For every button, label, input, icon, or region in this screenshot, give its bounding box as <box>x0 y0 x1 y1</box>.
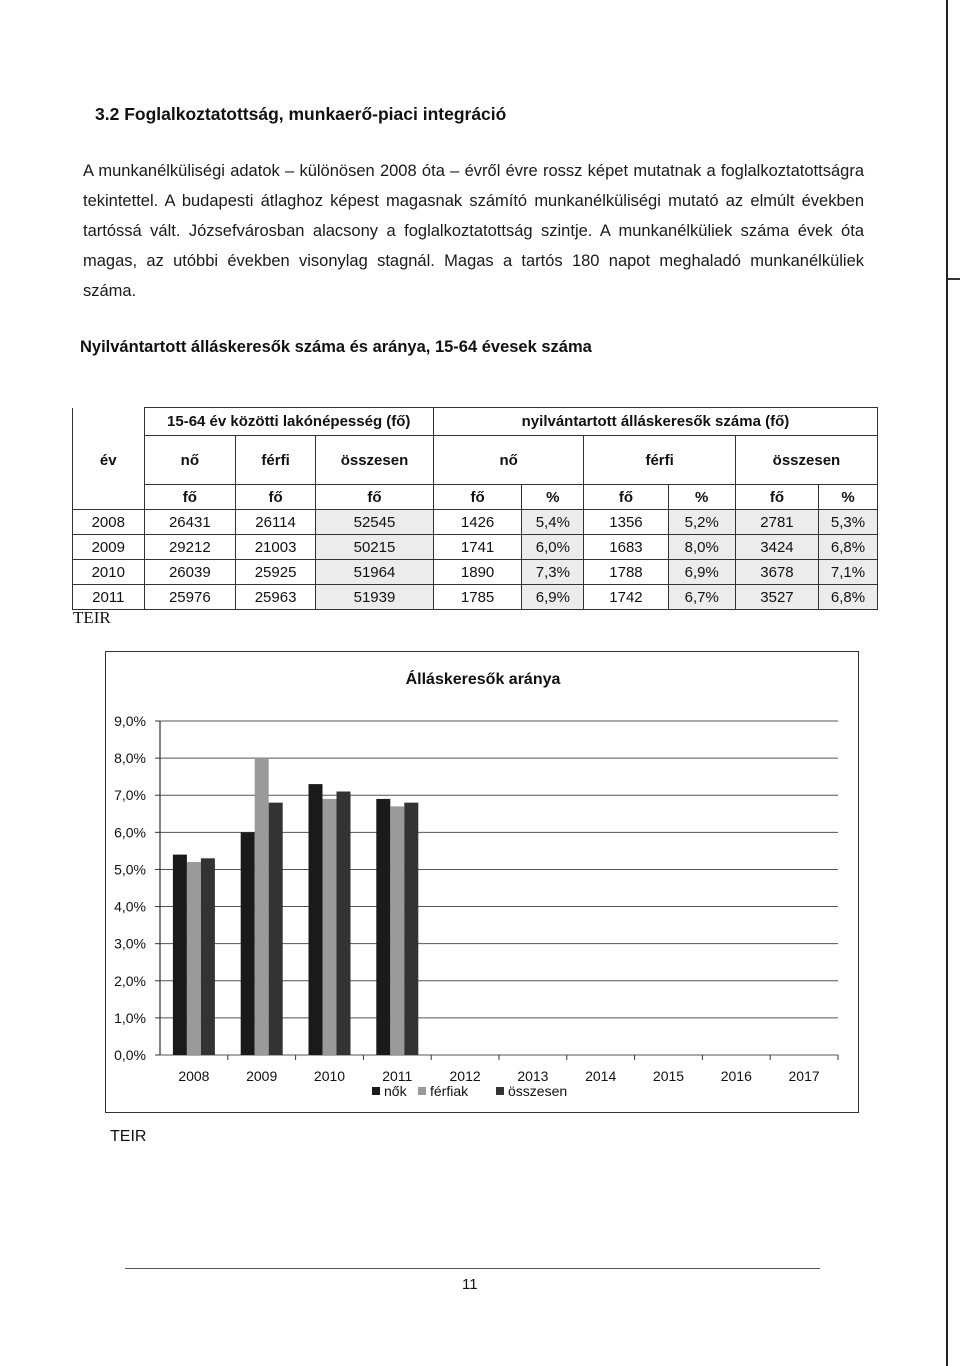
y-tick-label: 5,0% <box>114 861 146 878</box>
table-cell: 52545 <box>316 510 434 535</box>
y-tick-label: 3,0% <box>114 935 146 952</box>
x-tick-label: 2015 <box>652 1068 685 1084</box>
bar <box>201 858 215 1055</box>
y-tick-label: 0,0% <box>114 1047 146 1063</box>
x-tick-label: 2016 <box>720 1068 752 1084</box>
table-cell: 29212 <box>144 535 236 560</box>
unit-cell: fő <box>316 485 434 510</box>
x-tick-label: 2017 <box>788 1068 820 1084</box>
table-cell: 26039 <box>144 560 236 585</box>
legend-label: nők <box>384 1083 407 1099</box>
unit-cell: fő <box>236 485 316 510</box>
bar <box>269 803 283 1055</box>
x-tick-label: 2013 <box>517 1068 549 1084</box>
table-cell: 6,0% <box>522 535 584 560</box>
table-cell: 25925 <box>236 560 316 585</box>
unit-cell: % <box>522 485 584 510</box>
table-cell: 50215 <box>316 535 434 560</box>
x-tick-label: 2009 <box>246 1068 278 1084</box>
sub-header: férfi <box>584 436 736 485</box>
x-tick-label: 2012 <box>449 1068 481 1084</box>
y-tick-label: 8,0% <box>114 750 146 767</box>
unit-cell: fő <box>584 485 668 510</box>
table-cell: 21003 <box>236 535 316 560</box>
bar <box>337 792 351 1055</box>
header-population: 15-64 év közötti lakónépesség (fő) <box>144 408 433 436</box>
table-cell: 5,2% <box>668 510 735 535</box>
bar <box>187 862 201 1055</box>
bar <box>376 799 390 1055</box>
table-cell: 6,8% <box>819 585 878 610</box>
unit-cell: % <box>668 485 735 510</box>
legend-swatch <box>372 1087 380 1095</box>
body-paragraph: A munkanélküliségi adatok – különösen 2008 óta – évről évre rossz képet mutatnak a foglalkoztatottságra tekintettel. A budapesti átlaghoz képest magasnak számító munkanélküliségi mutató az elmúlt években tartóssá vált. Józsefvárosban alacsony a foglalkoztatottság szintje. A munkanélküliek száma évek óta magas, az utóbbi években visonylag stagnál. Magas a tartós 180 napot meghaladó munkanélküliek száma. <box>83 162 864 300</box>
table-cell: 6,7% <box>668 585 735 610</box>
table-source: TEIR <box>73 608 111 627</box>
unit-cell: fő <box>735 485 818 510</box>
chart-source: TEIR <box>110 1128 147 1145</box>
table-cell: 1683 <box>584 535 668 560</box>
table-cell: 1742 <box>584 585 668 610</box>
page-number: 11 <box>462 1276 478 1293</box>
sub-header: összesen <box>316 436 434 485</box>
table-cell: 2010 <box>73 560 145 585</box>
table-cell: 2009 <box>73 535 145 560</box>
sub-header: férfi <box>236 436 316 485</box>
unit-cell: fő <box>144 485 236 510</box>
table-cell: 5,4% <box>522 510 584 535</box>
x-tick-label: 2008 <box>178 1068 210 1084</box>
table-title: Nyilvántartott álláskeresők száma és aránya, 15-64 évesek száma <box>80 338 592 356</box>
y-tick-label: 2,0% <box>114 972 146 989</box>
header-registered: nyilvántartott álláskeresők száma (fő) <box>433 408 877 436</box>
y-tick-label: 9,0% <box>114 713 146 729</box>
x-tick-label: 2014 <box>585 1068 617 1084</box>
y-tick-label: 7,0% <box>114 787 146 804</box>
table-cell: 1785 <box>433 585 521 610</box>
section-title: 3.2 Foglalkoztatottság, munkaerő-piaci integráció <box>95 104 507 124</box>
y-tick-label: 4,0% <box>114 898 146 915</box>
table-cell: 3678 <box>735 560 818 585</box>
table-cell: 8,0% <box>668 535 735 560</box>
unit-cell: % <box>819 485 878 510</box>
table-cell: 51964 <box>316 560 434 585</box>
sub-header: nő <box>433 436 583 485</box>
unit-cell: fő <box>433 485 521 510</box>
table-cell: 6,8% <box>819 535 878 560</box>
table-cell: 1741 <box>433 535 521 560</box>
chart-title: Álláskeresők aránya <box>405 671 561 688</box>
legend-label: férfiak <box>430 1083 469 1099</box>
y-tick-label: 1,0% <box>114 1009 146 1026</box>
table-cell: 5,3% <box>819 510 878 535</box>
bar <box>323 799 337 1055</box>
table-cell: 2011 <box>73 585 145 610</box>
bar <box>404 803 418 1055</box>
table-cell: 2781 <box>735 510 818 535</box>
x-tick-label: 2011 <box>382 1068 413 1084</box>
table-cell: 25976 <box>144 585 236 610</box>
table-cell: 7,1% <box>819 560 878 585</box>
x-tick-label: 2010 <box>313 1068 346 1084</box>
table-cell: 1788 <box>584 560 668 585</box>
sub-header: nő <box>144 436 236 485</box>
table-cell: 2008 <box>73 510 145 535</box>
table-cell: 1890 <box>433 560 521 585</box>
table-cell: 25963 <box>236 585 316 610</box>
table-cell: 26431 <box>144 510 236 535</box>
table-cell: 7,3% <box>522 560 584 585</box>
table-cell: 3527 <box>735 585 818 610</box>
legend-label: összesen <box>508 1083 568 1099</box>
bar <box>241 832 255 1055</box>
bar <box>255 758 269 1055</box>
bar <box>309 784 323 1055</box>
table-cell: 6,9% <box>668 560 735 585</box>
bar <box>390 806 404 1055</box>
header-year: év <box>73 436 145 485</box>
sub-header: összesen <box>735 436 877 485</box>
y-tick-label: 6,0% <box>114 824 146 841</box>
legend-swatch <box>496 1087 504 1095</box>
legend-swatch <box>418 1087 426 1095</box>
table-cell: 1356 <box>584 510 668 535</box>
table-cell: 3424 <box>735 535 818 560</box>
footer-rule <box>125 1268 820 1269</box>
table-cell: 1426 <box>433 510 521 535</box>
table-cell: 6,9% <box>522 585 584 610</box>
table-cell: 51939 <box>316 585 434 610</box>
bar <box>173 855 187 1055</box>
table-cell: 26114 <box>236 510 316 535</box>
